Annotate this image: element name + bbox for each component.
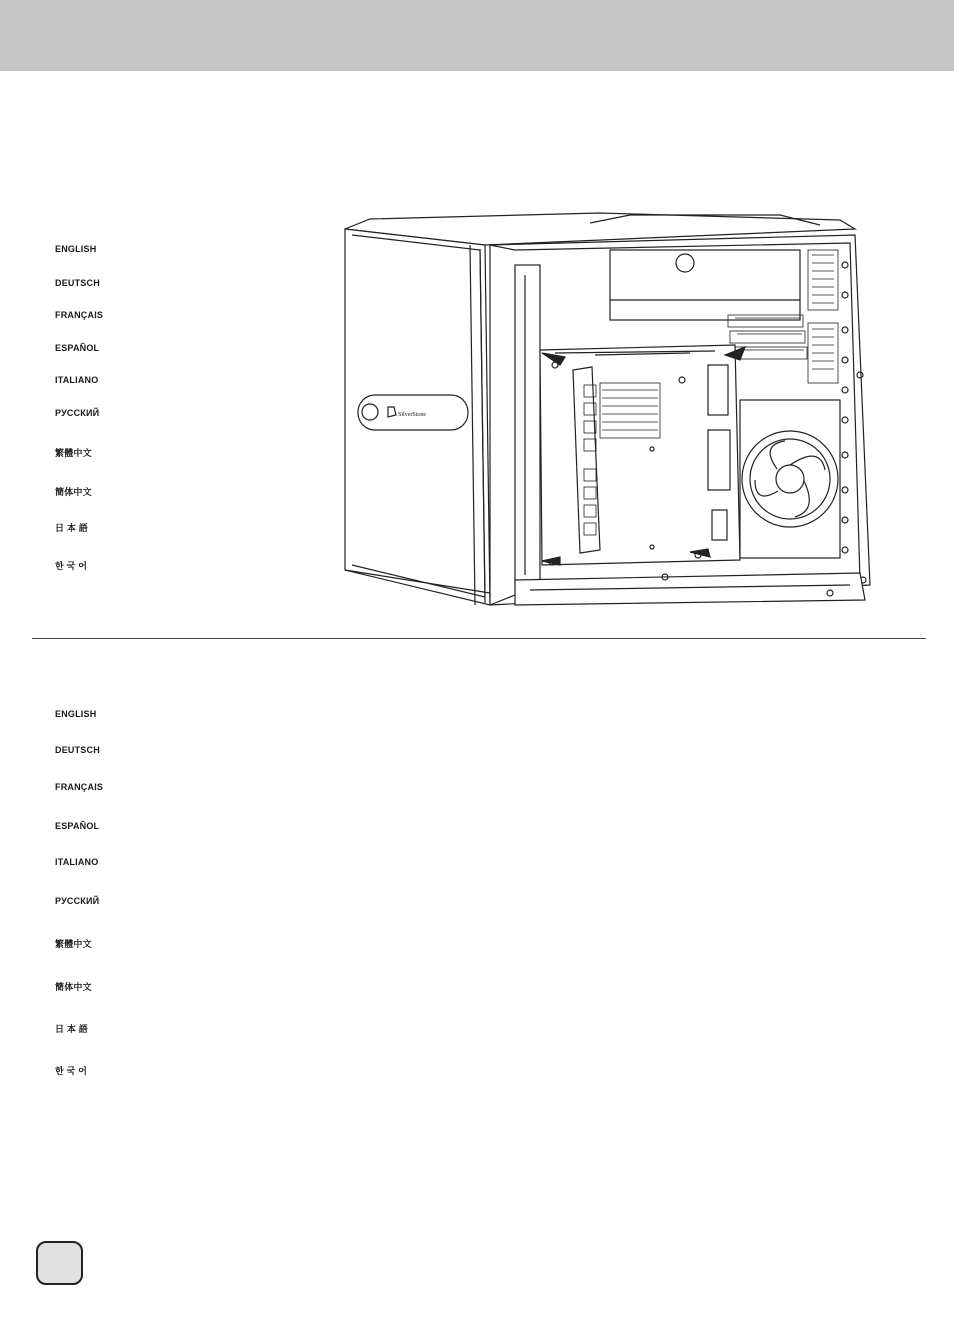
header-bar: [0, 0, 954, 71]
lang-english: ENGLISH: [55, 244, 97, 254]
lang-korean: 한 국 어: [55, 1066, 88, 1076]
lang-english: ENGLISH: [55, 709, 97, 719]
lang-simplified-chinese: 簡体中文: [55, 487, 92, 497]
lang-espanol: ESPAÑOL: [55, 343, 100, 353]
lang-francais: FRANÇAIS: [55, 782, 104, 792]
svg-text:SilverStone: SilverStone: [398, 412, 426, 418]
lang-simplified-chinese: 簡体中文: [55, 982, 92, 992]
lang-russian: РУССКИЙ: [55, 896, 100, 906]
lang-francais: FRANÇAIS: [55, 310, 104, 320]
section-divider: [32, 638, 926, 639]
lang-deutsch: DEUTSCH: [55, 278, 100, 288]
lang-traditional-chinese: 繁體中文: [55, 448, 92, 458]
lang-italiano: ITALIANO: [55, 857, 99, 867]
lang-deutsch: DEUTSCH: [55, 745, 100, 755]
page-number-badge: [36, 1241, 83, 1285]
lang-japanese: 日 本 語: [55, 1024, 89, 1034]
lang-italiano: ITALIANO: [55, 375, 99, 385]
lang-traditional-chinese: 繁體中文: [55, 939, 92, 949]
lang-korean: 한 국 어: [55, 561, 88, 571]
lang-russian: РУССКИЙ: [55, 408, 100, 418]
lang-espanol: ESPAÑOL: [55, 821, 100, 831]
lang-japanese: 日 本 語: [55, 523, 89, 533]
computer-case-illustration: [330, 205, 875, 610]
